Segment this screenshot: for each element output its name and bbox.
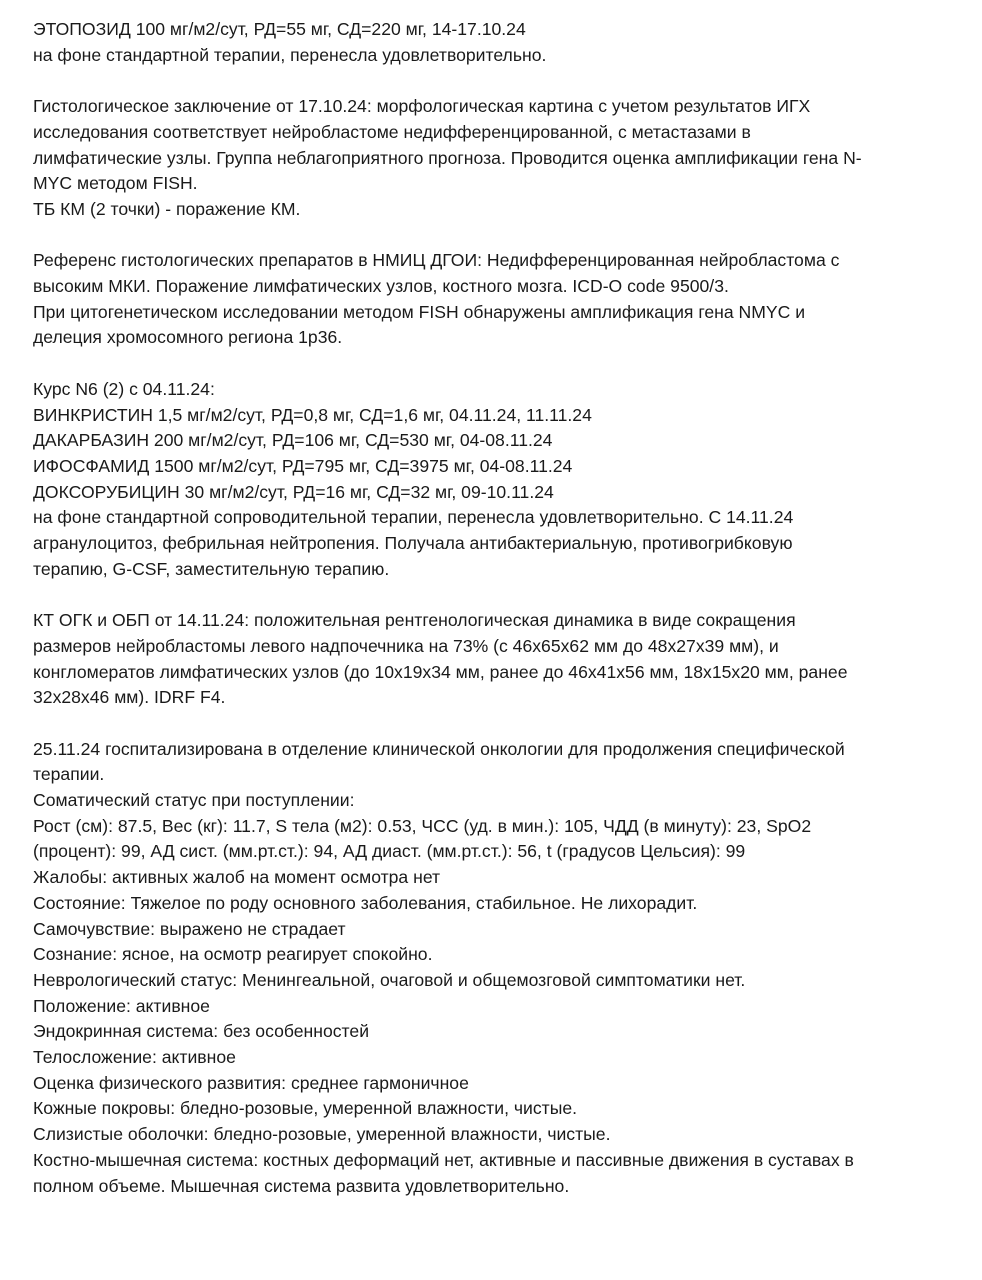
text-line: Телосложение: активное [33, 1047, 236, 1068]
text-line: Сознание: ясное, на осмотр реагирует спокойно. [33, 944, 433, 965]
text-line: ДАКАРБАЗИН 200 мг/м2/сут, РД=106 мг, СД=530 мг, 04-08.11.24 [33, 430, 553, 451]
text-line: Курс N6 (2) с 04.11.24: [33, 378, 215, 399]
paragraph-reference [33, 248, 963, 351]
paragraph-ct-scan [33, 608, 963, 711]
text-line: ДОКСОРУБИЦИН 30 мг/м2/сут, РД=16 мг, СД=32 мг, 09-10.11.24 [33, 481, 554, 502]
text-line: ВИНКРИСТИН 1,5 мг/м2/сут, РД=0,8 мг, СД=1,6 мг, 04.11.24, 11.11.24 [33, 404, 592, 425]
text-line: на фоне стандартной терапии, перенесла удовлетворительно. [33, 44, 547, 65]
text-line: Жалобы: активных жалоб на момент осмотра нет [33, 867, 441, 888]
paragraph-admission-status [33, 737, 963, 1200]
text-line: ЭТОПОЗИД 100 мг/м2/сут, РД=55 мг, СД=220 мг, 14-17.10.24 [33, 19, 526, 39]
text-line: полном объеме. Мышечная система развита удовлетворительно. [33, 1175, 570, 1196]
text-line: на фоне стандартной сопроводительной терапии, перенесла удовлетворительно. С 14.11.24 [33, 507, 794, 528]
document-body [33, 17, 963, 1199]
text-line: ТБ КМ (2 точки) - поражение КМ. [33, 198, 301, 219]
paragraph-histology [33, 94, 963, 223]
text-line: агранулоцитоз, фебрильная нейтропения. Получала антибактериальную, противогрибковую [33, 533, 793, 554]
text-line: Положение: активное [33, 995, 210, 1016]
text-line: Референс гистологических препаратов в НМИЦ ДГОИ: Недифференцированная нейробластома с [33, 250, 840, 271]
text-line: высоким МКИ. Поражение лимфатических узлов, костного мозга. ICD-O code 9500/3. [33, 276, 729, 296]
text-line: Неврологический статус: Менингеальной, очаговой и общемозговой симптоматики нет. [33, 969, 746, 990]
text-line: Эндокринная система: без особенностей [33, 1021, 370, 1042]
text-line: 25.11.24 госпитализирована в отделение клинической онкологии для продолжения специфической [33, 738, 845, 759]
text-line: Гистологическое заключение от 17.10.24: морфологическая картина с учетом результатов ИГХ [33, 96, 811, 117]
text-line: 32х28х46 мм). IDRF F4. [33, 687, 226, 708]
text-line: При цитогенетическом исследовании методом FISH обнаружены амплификация гена NMYC и [33, 301, 806, 322]
text-line: терапию, G-CSF, заместительную терапию. [33, 558, 390, 579]
text-line: размеров нейробластомы левого надпочечника на 73% (с 46х65х62 мм до 48х27х39 мм), и [33, 635, 779, 656]
text-line: Костно-мышечная система: костных деформаций нет, активные и пассивные движения в суставах в [33, 1149, 854, 1170]
paragraph-course-6 [33, 377, 963, 583]
text-line: Оценка физического развития: среднее гармоничное [33, 1072, 469, 1093]
text-line: делеция хромосомного региона 1p36. [33, 327, 343, 348]
text-line: конгломератов лимфатических узлов (до 10х19х34 мм, ранее до 46х41х56 мм, 18х15х20 мм, ранее [33, 661, 848, 682]
text-line: Рост (см): 87.5, Вес (кг): 11.7, S тела (м2): 0.53, ЧСС (уд. в мин.): 105, ЧДД (в минуту): 23, SpO2 [33, 815, 812, 836]
text-line: КТ ОГК и ОБП от 14.11.24: положительная рентгенологическая динамика в виде сокращения [33, 610, 796, 631]
text-line: MYC методом FISH. [33, 173, 198, 194]
text-line: Соматический статус при поступлении: [33, 790, 355, 811]
text-line: Состояние: Тяжелое по роду основного заболевания, стабильное. Не лихорадит. [33, 892, 698, 913]
text-line: Кожные покровы: бледно-розовые, умеренной влажности, чистые. [33, 1098, 578, 1119]
paragraph-etoposide [33, 17, 963, 68]
text-line: терапии. [33, 764, 105, 785]
text-line: (процент): 99, АД сист. (мм.рт.ст.): 94, АД диаст. (мм.рт.ст.): 56, t (градусов Цельсия): 99 [33, 841, 746, 862]
text-line: ИФОСФАМИД 1500 мг/м2/сут, РД=795 мг, СД=3975 мг, 04-08.11.24 [33, 455, 573, 476]
text-line: Слизистые оболочки: бледно-розовые, умеренной влажности, чистые. [33, 1124, 611, 1145]
text-line: Самочувствие: выражено не страдает [33, 918, 346, 939]
text-line: лимфатические узлы. Группа неблагоприятного прогноза. Проводится оценка амплификации гена N- [33, 147, 862, 168]
text-line: исследования соответствует нейробластоме недифференцированной, с метастазами в [33, 121, 751, 142]
